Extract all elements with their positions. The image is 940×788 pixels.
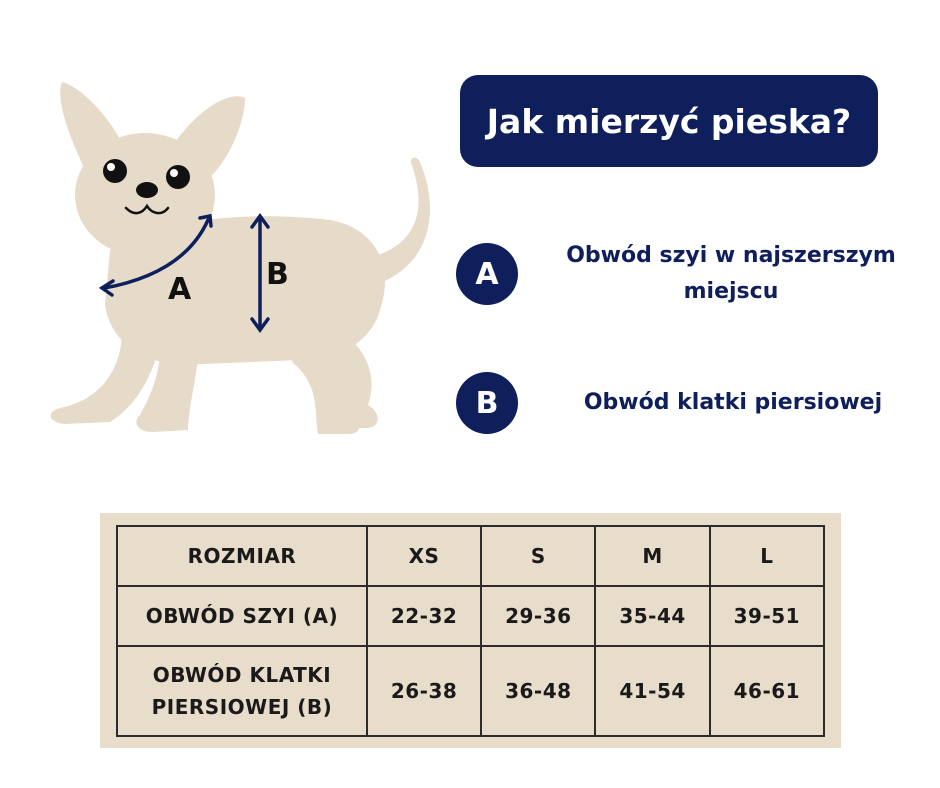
table-cell: 41-54	[595, 646, 709, 736]
page-title: Jak mierzyć pieska?	[486, 101, 852, 141]
dog-illustration	[30, 70, 450, 450]
legend-item-b	[456, 372, 918, 434]
table-cell: 39-51	[710, 586, 824, 646]
dog-label-b: B	[266, 257, 289, 292]
table-cell: 29-36	[481, 586, 595, 646]
legend-text-a: Obwód szyi w najszerszym miejscu	[566, 243, 896, 304]
table-header-row	[117, 526, 824, 586]
size-table-panel	[100, 513, 841, 748]
header-cell: M	[595, 526, 709, 586]
legend-item-a	[456, 238, 916, 310]
header-cell: L	[710, 526, 824, 586]
table-cell: 35-44	[595, 586, 709, 646]
row-label: OBWÓD SZYI (A)	[117, 586, 367, 646]
table-cell: 22-32	[367, 586, 481, 646]
table-row	[117, 646, 824, 736]
badge-b: B	[456, 372, 518, 434]
header-cell: ROZMIAR	[117, 526, 367, 586]
legend-text-b: Obwód klatki piersiowej	[583, 390, 883, 415]
badge-a: A	[456, 243, 518, 305]
row-label: OBWÓD KLATKI PIERSIOWEJ (B)	[117, 646, 367, 736]
table-row	[117, 586, 824, 646]
table-cell: 26-38	[367, 646, 481, 736]
dog-label-a: A	[168, 272, 192, 307]
table-cell: 46-61	[710, 646, 824, 736]
size-table	[116, 525, 825, 737]
title-banner	[460, 75, 878, 167]
header-cell: S	[481, 526, 595, 586]
table-cell: 36-48	[481, 646, 595, 736]
header-cell: XS	[367, 526, 481, 586]
